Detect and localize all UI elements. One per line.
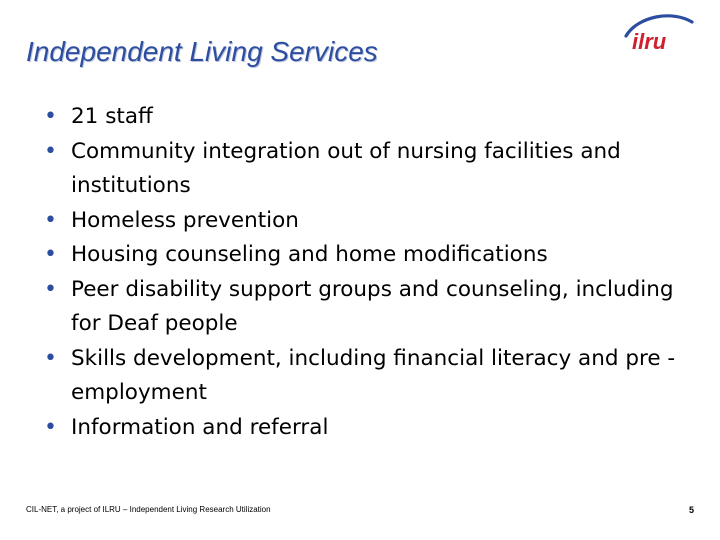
bullet-item: • Information and referral: [44, 411, 704, 446]
bullet-item: • 21 staff: [44, 100, 704, 135]
footer-text: CIL-NET, a project of ILRU – Independent Living Research Utilization: [26, 505, 271, 514]
bullet-item: • Peer disability support groups and counseling, including for Deaf people: [44, 273, 704, 342]
bullet-item: • Community integration out of nursing facilities and institutions: [44, 135, 704, 204]
logo-text: ilru: [632, 29, 667, 52]
bullet-item: • Skills development, including financial literacy and pre -employment: [44, 342, 704, 411]
bullet-list: [44, 100, 704, 445]
ilru-logo: [622, 10, 696, 52]
slide-title: Independent Living Services: [26, 36, 378, 67]
page-number: 5: [688, 505, 694, 515]
bullet-item: • Housing counseling and home modifications: [44, 238, 704, 273]
bullet-item: • Homeless prevention: [44, 204, 704, 239]
